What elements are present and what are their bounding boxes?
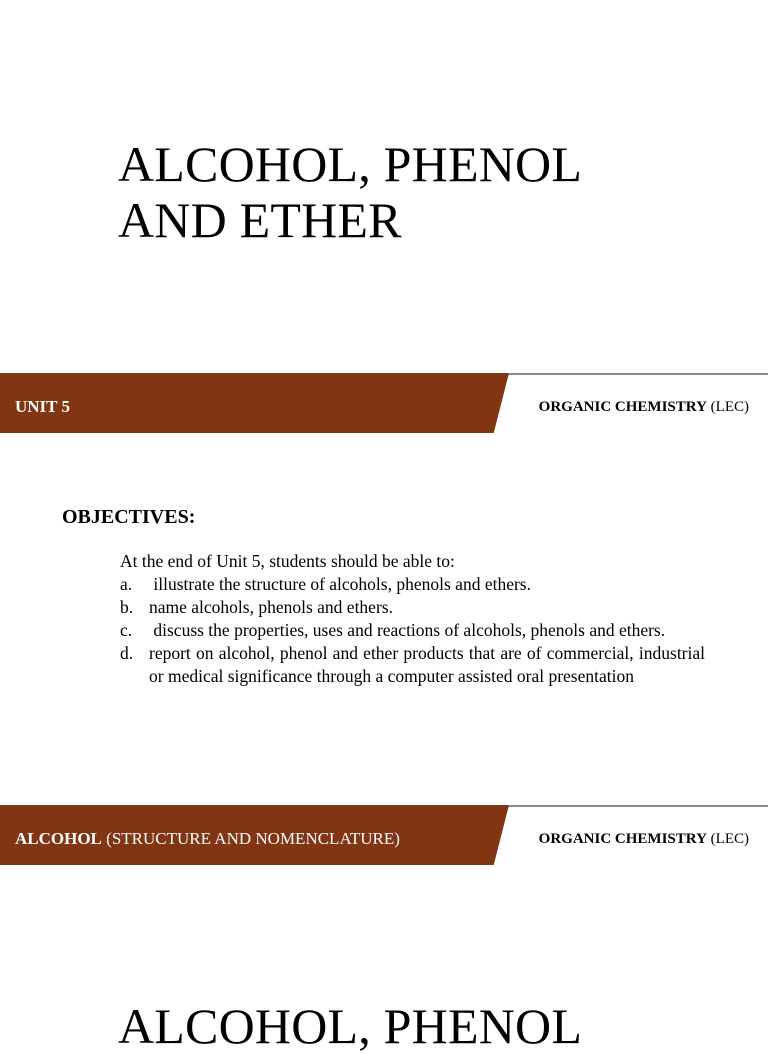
slide-title [118, 136, 582, 248]
objective-text: illustrate the structure of alcohols, phenols and ethers. [149, 574, 531, 594]
header-band-shape [0, 373, 509, 433]
objective-item [120, 596, 705, 619]
objective-text: name alcohols, phenols and ethers. [149, 597, 393, 617]
objective-text: discuss the properties, uses and reactions of alcohols, phenols and ethers. [149, 620, 666, 640]
course-label-normal: (LEC) [706, 831, 749, 847]
objective-item [120, 573, 705, 596]
unit-label [15, 373, 70, 433]
section-header-band [0, 805, 768, 865]
slide-title-line-2: AND ETHER [118, 192, 402, 248]
course-label-bold: ORGANIC CHEMISTRY [538, 831, 707, 847]
next-slide-title [118, 998, 582, 1054]
objective-marker: b. [120, 597, 134, 617]
unit-header-band [0, 373, 768, 433]
course-label-bold: ORGANIC CHEMISTRY [538, 399, 707, 415]
section-label-normal: (STRUCTURE AND NOMENCLATURE) [101, 829, 400, 848]
section-label-bold: ALCOHOL [15, 829, 102, 848]
unit-label-bold: UNIT 5 [15, 397, 70, 416]
next-slide-title-line-1: ALCOHOL, PHENOL [118, 998, 583, 1054]
objective-marker: c. [120, 620, 133, 640]
objective-marker: a. [120, 574, 133, 594]
course-label [539, 373, 749, 433]
course-label [539, 805, 749, 865]
objective-item [120, 619, 705, 642]
section-label [15, 805, 400, 865]
slide-title-line-1: ALCOHOL, PHENOL [118, 136, 583, 192]
objectives-heading: OBJECTIVES: [62, 506, 196, 528]
objectives-intro: At the end of Unit 5, students should be able to: [120, 551, 455, 571]
objective-item [120, 642, 705, 688]
objectives-list [120, 573, 705, 688]
course-label-normal: (LEC) [706, 399, 749, 415]
objective-text: report on alcohol, phenol and ether products that are of commercial, industrial or medical significance through a computer assisted oral presentation [149, 643, 705, 686]
objective-marker: d. [120, 643, 134, 663]
